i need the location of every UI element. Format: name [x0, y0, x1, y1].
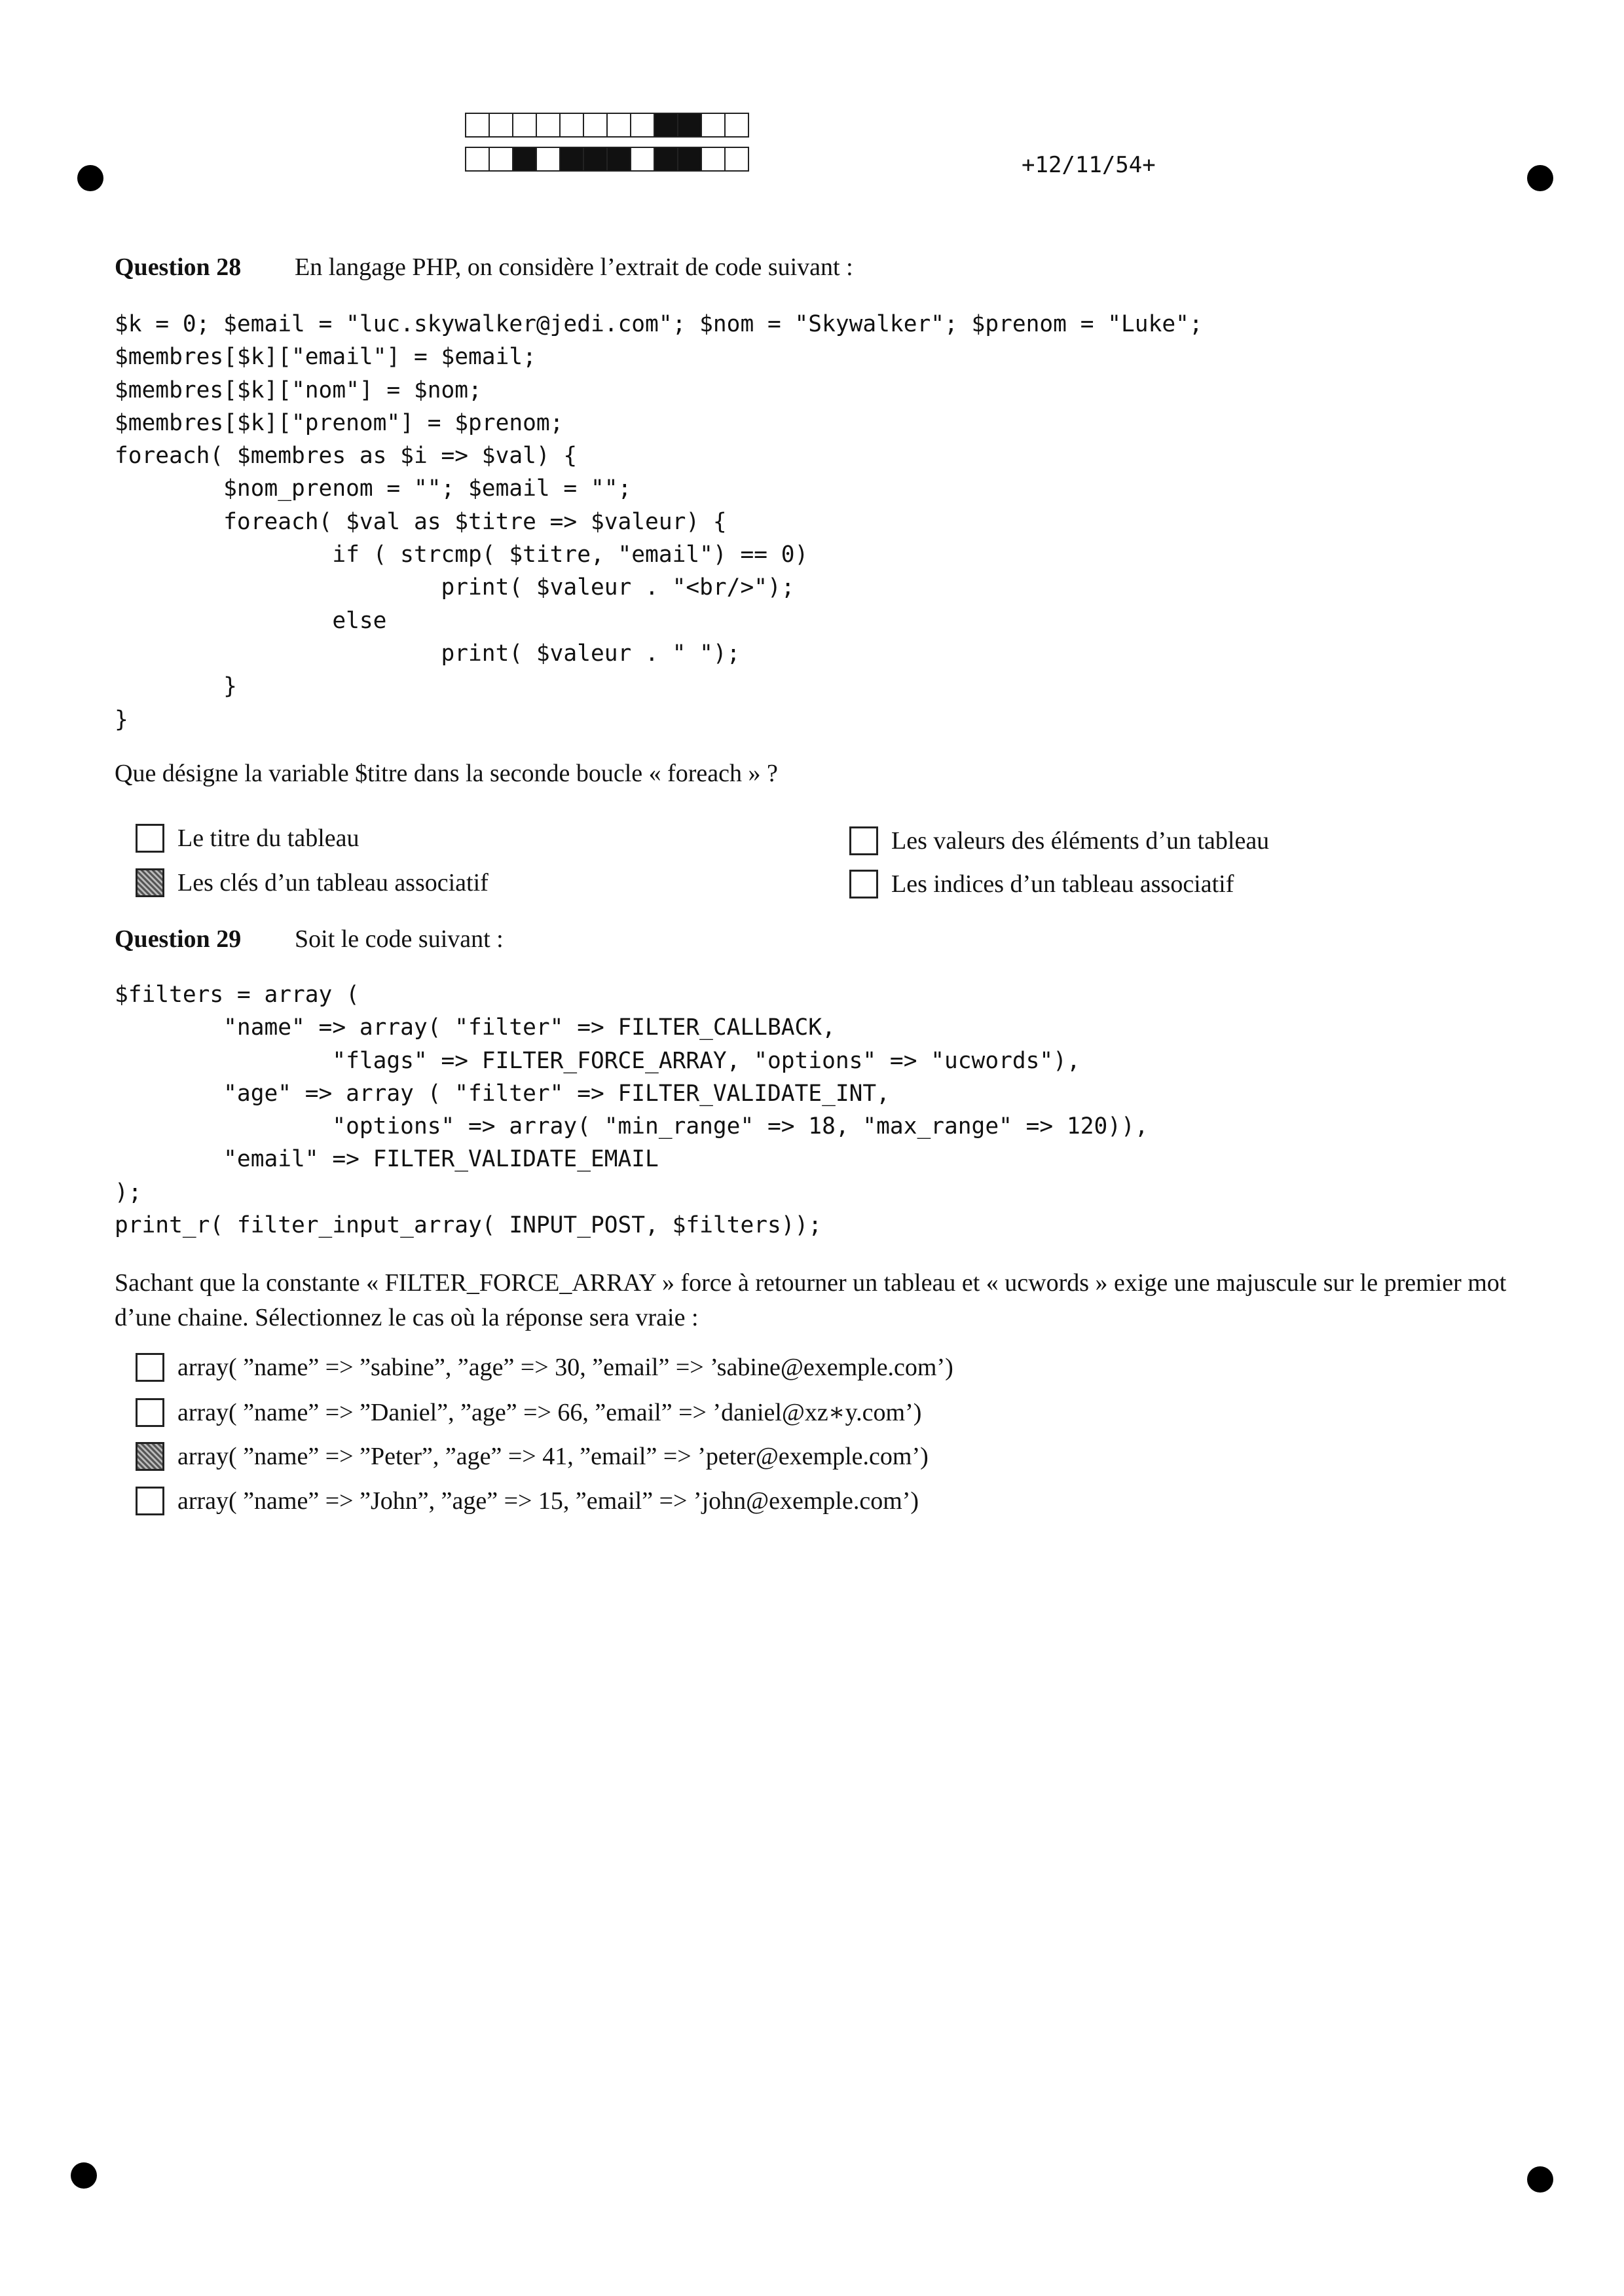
barcode-cell — [677, 113, 702, 138]
q28-option-3-label: Les valeurs des éléments d’un tableau — [891, 827, 1270, 855]
barcode-cell — [630, 147, 655, 172]
q28-option-1[interactable] — [136, 824, 360, 853]
barcode-cell — [536, 147, 561, 172]
barcode-cell — [606, 113, 631, 138]
q29-option-4-label: array( ”name” => ”John”, ”age” => 15, ”email” => ’john@exemple.com’) — [177, 1487, 919, 1515]
q28-option-3-checkbox[interactable] — [849, 826, 878, 855]
barcode-cell — [724, 113, 749, 138]
q29-option-2-label: array( ”name” => ”Daniel”, ”age” => 66, ”email” => ’daniel@xz∗y.com’) — [177, 1399, 922, 1426]
barcode-cell — [465, 147, 490, 172]
barcode-cell — [701, 113, 726, 138]
q29-option-1[interactable] — [136, 1353, 953, 1382]
barcode-cell — [559, 113, 584, 138]
q28-option-2[interactable] — [136, 868, 489, 897]
q29-option-3[interactable] — [136, 1442, 929, 1471]
barcode-cell — [559, 147, 584, 172]
q29-option-3-label: array( ”name” => ”Peter”, ”age” => 41, ”email” => ’peter@exemple.com’) — [177, 1443, 929, 1470]
barcode-cell — [677, 147, 702, 172]
question-28-heading — [115, 253, 853, 282]
q28-option-4-checkbox[interactable] — [849, 870, 878, 898]
registration-mark-bottom-right — [1527, 2166, 1553, 2193]
barcode-cell — [583, 147, 608, 172]
question-29-title: Soit le code suivant : — [295, 925, 504, 953]
question-28-code: $k = 0; $email = "luc.skywalker@jedi.com"; $nom = "Skywalker"; $prenom = "Luke"; $membres[$k]["email"] = $email; $membres[$k]["nom"] = $nom; $membres[$k]["prenom"] = $prenom; foreach( $membres as $i => $val) { $nom_prenom = ""; $email = ""; foreach( $val as $titre => $valeur) { if ( strcmp( $titre, "email") == 0) print( $valeur . "<br/>"); else print( $valeur . " "); } } — [115, 311, 1203, 733]
q29-option-2-checkbox[interactable] — [136, 1398, 164, 1427]
q29-option-1-label: array( ”name” => ”sabine”, ”age” => 30, ”email” => ’sabine@exemple.com’) — [177, 1354, 953, 1381]
page-id: +12/11/54+ — [1022, 152, 1156, 178]
barcode-row-2 — [465, 147, 748, 172]
q28-option-3[interactable] — [849, 826, 1269, 855]
q28-option-2-checkbox[interactable] — [136, 868, 164, 897]
question-29-number: Question 29 — [115, 925, 242, 953]
q29-option-4[interactable] — [136, 1487, 919, 1515]
q28-option-1-checkbox[interactable] — [136, 824, 164, 853]
barcode-cell — [654, 113, 678, 138]
barcode-cell — [536, 113, 561, 138]
question-29-heading — [115, 925, 504, 954]
question-29-code: $filters = array ( "name" => array( "filter" => FILTER_CALLBACK, "flags" => FILTER_FORCE_ARRAY, "options" => "ucwords"), "age" => array ( "filter" => FILTER_VALIDATE_INT, "options" => array( "min_range" => 18, "max_range" => 120)), "email" => FILTER_VALIDATE_EMAIL ); print_r( filter_input_array( INPUT_POST, $filters)); — [115, 982, 1149, 1239]
barcode-cell — [724, 147, 749, 172]
barcode-cell — [489, 113, 513, 138]
barcode-cell — [606, 147, 631, 172]
barcode-row-1 — [465, 113, 748, 138]
question-28-title: En langage PHP, on considère l’extrait de code suivant : — [295, 253, 853, 281]
barcode-cell — [583, 113, 608, 138]
q28-option-4[interactable] — [849, 870, 1234, 898]
question-28-number: Question 28 — [115, 253, 242, 281]
q28-option-4-label: Les indices d’un tableau associatif — [891, 870, 1234, 898]
q29-option-1-checkbox[interactable] — [136, 1353, 164, 1382]
barcode-cell — [654, 147, 678, 172]
barcode-cell — [512, 147, 537, 172]
q28-option-1-label: Le titre du tableau — [177, 824, 360, 852]
q29-option-4-checkbox[interactable] — [136, 1487, 164, 1515]
q29-option-2[interactable] — [136, 1398, 921, 1427]
registration-mark-top-left — [77, 165, 103, 191]
question-28-prompt: Que désigne la variable $titre dans la seconde boucle « foreach » ? — [115, 760, 778, 787]
question-29-prompt: Sachant que la constante « FILTER_FORCE_ARRAY » force à retourner un tableau et « ucwords » exige une majuscule sur le premier mot d’une chaine. Sélectionnez le cas où la réponse sera vraie : — [115, 1269, 1507, 1331]
registration-mark-bottom-left — [71, 2162, 97, 2189]
barcode-cell — [630, 113, 655, 138]
barcode-cell — [489, 147, 513, 172]
q29-option-3-checkbox[interactable] — [136, 1442, 164, 1471]
barcode-cell — [465, 113, 490, 138]
q28-option-2-label: Les clés d’un tableau associatif — [177, 869, 489, 897]
barcode-cell — [512, 113, 537, 138]
barcode-cell — [701, 147, 726, 172]
registration-mark-top-right — [1527, 165, 1553, 191]
